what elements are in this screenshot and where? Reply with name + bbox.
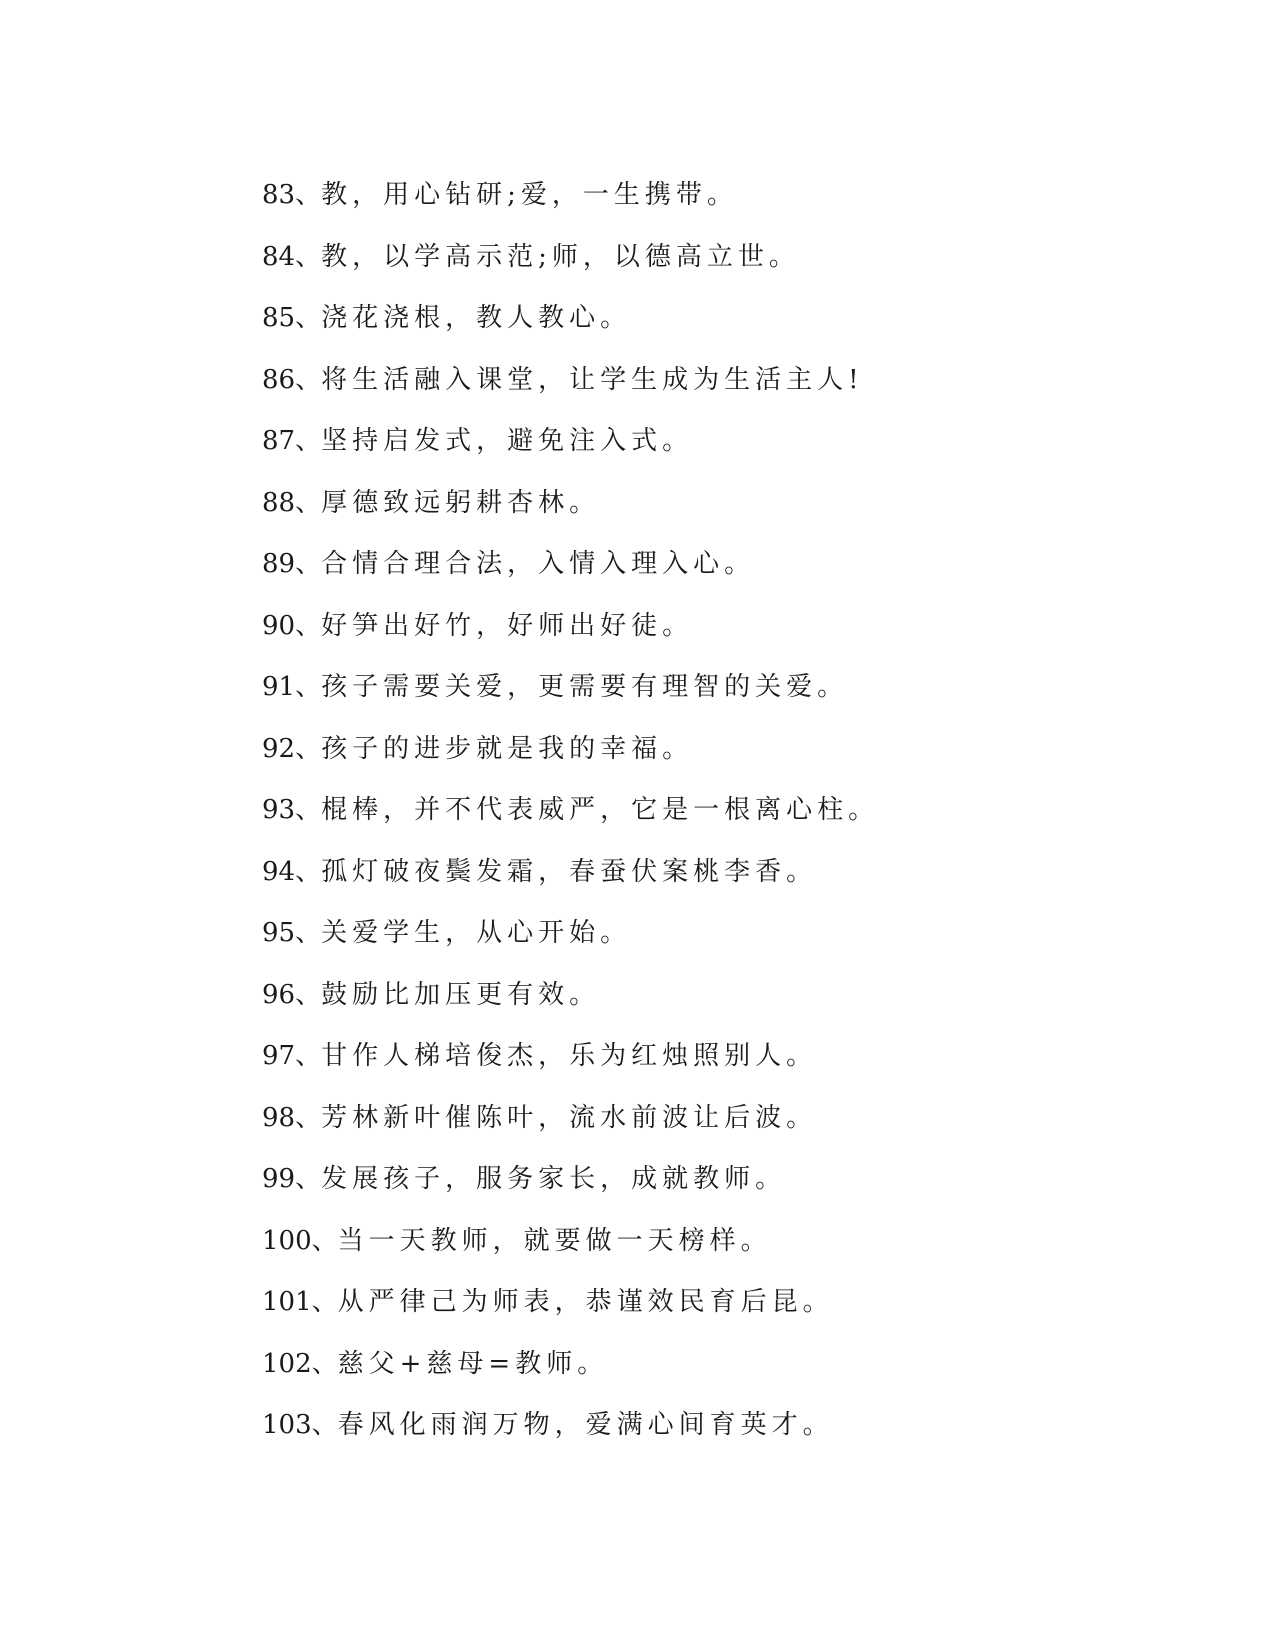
list-item (262, 288, 879, 350)
item-number: 92、 (262, 733, 322, 764)
list-item (262, 534, 879, 596)
list-item (262, 1272, 879, 1334)
item-text: 将生活融入课堂，让学生成为生活主人! (321, 364, 864, 395)
list-item (262, 1334, 879, 1396)
item-text: 从严律己为师表，恭谨效民育后昆。 (337, 1287, 834, 1317)
list-item (262, 350, 879, 412)
item-text: 发展孩子，服务家长，成就教师。 (321, 1164, 787, 1194)
item-text: 好笋出好竹，好师出好徒。 (321, 610, 694, 641)
item-text: 当一天教师，就要做一天榜样。 (337, 1225, 772, 1256)
list-item (262, 657, 879, 719)
item-number: 86、 (262, 364, 322, 395)
item-number: 84、 (262, 241, 322, 272)
item-number: 91、 (262, 672, 322, 702)
item-number: 103、 (262, 1410, 338, 1440)
item-number: 87、 (262, 426, 322, 456)
item-text: 春风化雨润万物，爱满心间育英才。 (337, 1410, 834, 1440)
item-text: 教，以学高示范;师，以德高立世。 (321, 241, 800, 272)
item-text: 慈父+慈母=教师。 (337, 1348, 609, 1379)
item-number: 97、 (262, 1041, 322, 1071)
list-item (262, 780, 879, 842)
list-item (262, 1149, 879, 1211)
list-item (262, 903, 879, 965)
item-text: 关爱学生，从心开始。 (321, 918, 632, 948)
list-item (262, 165, 879, 227)
list-item (262, 842, 879, 904)
item-number: 93、 (262, 795, 322, 825)
item-text: 甘作人梯培俊杰，乐为红烛照别人。 (321, 1041, 818, 1071)
list-item (262, 1211, 879, 1273)
list-item (262, 1395, 879, 1457)
list-item (262, 1088, 879, 1150)
list-item (262, 473, 879, 535)
list-item (262, 1026, 879, 1088)
item-number: 90、 (262, 610, 322, 641)
item-number: 99、 (262, 1164, 322, 1194)
item-number: 96、 (262, 979, 322, 1010)
item-number: 102、 (262, 1348, 338, 1379)
item-text: 孤灯破夜鬓发霜，春蚕伏案桃李香。 (321, 856, 818, 887)
item-number: 85、 (262, 303, 322, 333)
item-number: 88、 (262, 487, 322, 518)
item-number: 89、 (262, 549, 322, 579)
list-item (262, 411, 879, 473)
list-item (262, 596, 879, 658)
list-item (262, 719, 879, 781)
item-number: 95、 (262, 918, 322, 948)
item-number: 100、 (262, 1225, 338, 1256)
item-text: 芳林新叶催陈叶，流水前波让后波。 (321, 1102, 818, 1133)
item-text: 孩子需要关爱，更需要有理智的关爱。 (321, 672, 849, 702)
item-text: 棍棒，并不代表威严，它是一根离心柱。 (321, 795, 880, 825)
slogan-list (262, 165, 879, 1457)
item-number: 94、 (262, 856, 322, 887)
item-text: 孩子的进步就是我的幸福。 (321, 733, 694, 764)
item-text: 教，用心钻研;爱，一生携带。 (321, 180, 738, 210)
list-item (262, 965, 879, 1027)
list-item (262, 227, 879, 289)
item-text: 合情合理合法，入情入理入心。 (321, 549, 756, 579)
item-number: 83、 (262, 180, 322, 210)
item-text: 厚德致远躬耕杏林。 (321, 487, 601, 518)
item-number: 98、 (262, 1102, 322, 1133)
item-text: 坚持启发式，避免注入式。 (321, 426, 694, 456)
item-text: 鼓励比加压更有效。 (321, 979, 601, 1010)
item-number: 101、 (262, 1287, 338, 1317)
item-text: 浇花浇根，教人教心。 (321, 303, 632, 333)
